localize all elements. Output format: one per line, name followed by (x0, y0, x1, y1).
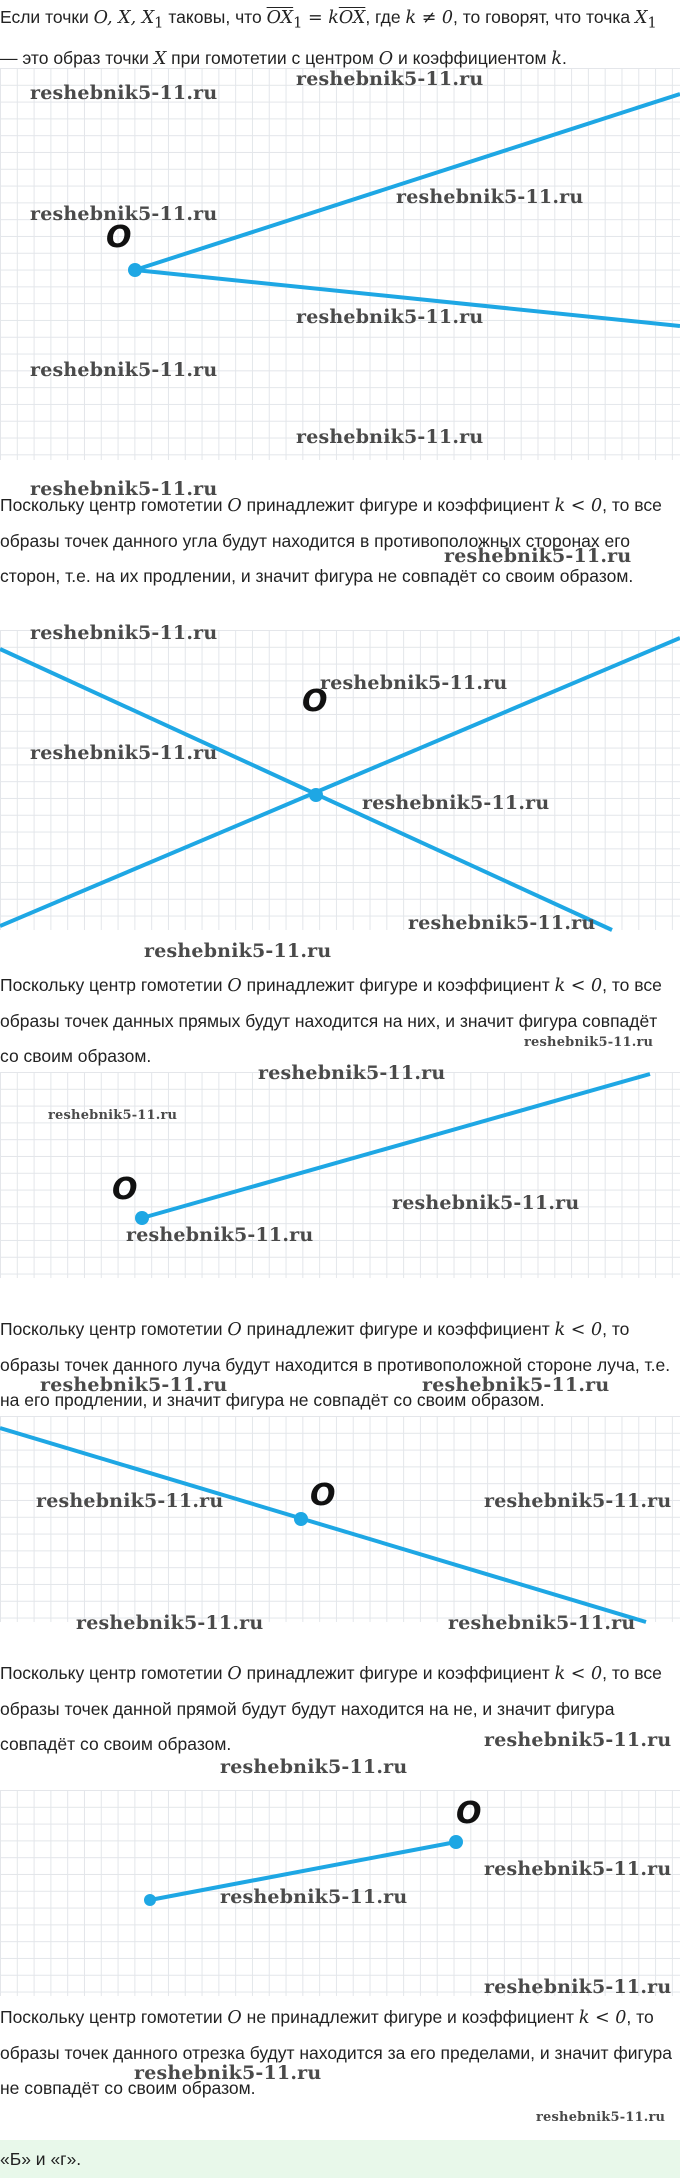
watermark: reshebnik5-11.ru (296, 426, 484, 448)
paragraph-ray (0, 1312, 678, 1418)
point-label-o: O (302, 684, 328, 719)
center-point (294, 1512, 308, 1526)
watermark: reshebnik5-11.ru (448, 1612, 636, 1634)
paragraph-condition: k < 0 (554, 496, 603, 516)
point-label-o: O (456, 1796, 482, 1831)
watermark: reshebnik5-11.ru (220, 1886, 408, 1908)
watermark: reshebnik5-11.ru (296, 68, 484, 90)
watermark: reshebnik5-11.ru (408, 912, 596, 934)
paragraph-text: Поскольку центр гомотетии (0, 1319, 223, 1339)
watermark: reshebnik5-11.ru (296, 306, 484, 328)
intro-text-4: , то говорят, что точка (452, 7, 631, 27)
intro-text-1: Если точки (0, 7, 89, 27)
intro-x1: X (634, 8, 648, 28)
watermark: reshebnik5-11.ru (40, 1374, 228, 1396)
watermark: reshebnik5-11.ru (134, 2062, 322, 2084)
segment-endpoint (449, 1835, 463, 1849)
paragraph-text: принадлежит фигуре и коэффициент (246, 1663, 550, 1683)
vector-ox1: $\overline{OX}$ (266, 8, 294, 28)
paragraph-text: , то образы точек данного отрезка будут находится за его пределами, и значит фигура не совпадёт со своим образом. (0, 2007, 672, 2098)
paragraph-text: принадлежит фигуре и коэффициент (246, 1319, 550, 1339)
watermark: reshebnik5-11.ru (392, 1192, 580, 1214)
watermark: reshebnik5-11.ru (484, 1490, 672, 1512)
watermark: reshebnik5-11.ru (362, 792, 550, 814)
watermark: reshebnik5-11.ru (36, 1490, 224, 1512)
watermark: reshebnik5-11.ru (30, 203, 218, 225)
paragraph-angle (0, 488, 678, 594)
point-label-o: O (106, 220, 132, 255)
paragraph-symbol: O (227, 1320, 242, 1340)
watermark: reshebnik5-11.ru (524, 1035, 654, 1050)
center-point (309, 788, 323, 802)
intro-coef: k (551, 48, 562, 69)
paragraph-segment (0, 2000, 678, 2106)
watermark: reshebnik5-11.ru (484, 1858, 672, 1880)
answer-box (0, 2140, 680, 2178)
center-point (135, 1211, 149, 1225)
watermark: reshebnik5-11.ru (48, 1108, 178, 1123)
intro-points: O, X, X (93, 8, 155, 28)
watermark: reshebnik5-11.ru (258, 1062, 446, 1084)
paragraph-symbol: O (227, 496, 242, 516)
intro-condition: k ≠ 0 (405, 8, 453, 28)
angle-drawing (0, 68, 680, 460)
vector-ox1-sub: 1 (293, 14, 303, 32)
paragraph-text: Поскольку центр гомотетии (0, 495, 223, 515)
paragraph-text: Поскольку центр гомотетии (0, 2007, 223, 2027)
intro-text-3: , где (365, 7, 401, 27)
watermark: reshebnik5-11.ru (30, 742, 218, 764)
vector-eq: = k (307, 8, 339, 28)
paragraph-condition: k < 0 (554, 1664, 603, 1684)
paragraph-condition: k < 0 (554, 976, 603, 996)
point-label-o: O (310, 1478, 336, 1513)
intro-text-7: и коэффициентом (397, 47, 547, 68)
intro-points-sub: 1 (154, 14, 164, 32)
vector-ox: $\overline{OX}$ (338, 8, 366, 28)
paragraph-symbol: O (227, 2008, 242, 2028)
watermark: reshebnik5-11.ru (484, 1729, 672, 1751)
intro-paragraph (0, 0, 678, 77)
watermark: reshebnik5-11.ru (30, 622, 218, 644)
intro-end: . (561, 47, 567, 68)
paragraph-text: , то все образы точек данных прямых будут находится на них, и значит фигура совпадёт со своим образом. (0, 975, 662, 1066)
intro-x: X (153, 48, 167, 69)
figure-angle (0, 68, 680, 460)
line-drawing (0, 1416, 680, 1622)
paragraph-text: , то все образы точек данного угла будут находится в противоположных сторонах его сторон, т.е. на их продлении, и значит фигура не совпадёт со своим образом. (0, 495, 662, 586)
watermark: reshebnik5-11.ru (484, 1976, 672, 1998)
figure-intersecting-lines (0, 622, 680, 934)
watermark: reshebnik5-11.ru (444, 545, 632, 567)
angle-side-upper (135, 94, 680, 270)
paragraph-lines (0, 968, 678, 1074)
vector-equation (266, 8, 366, 32)
intro-center: O (378, 48, 394, 69)
watermark: reshebnik5-11.ru (144, 940, 332, 962)
paragraph-symbol: O (227, 1664, 242, 1684)
figure-ray (0, 1062, 680, 1278)
watermark: reshebnik5-11.ru (126, 1224, 314, 1246)
ray-drawing (0, 1072, 680, 1278)
intro-x1-sub: 1 (647, 14, 657, 32)
segment-endpoint (144, 1894, 156, 1906)
watermark: reshebnik5-11.ru (396, 186, 584, 208)
paragraph-condition: k < 0 (578, 2008, 627, 2028)
straight-line (0, 1428, 646, 1622)
paragraph-text: не принадлежит фигуре и коэффициент (246, 2007, 574, 2027)
watermark: reshebnik5-11.ru (536, 2110, 666, 2125)
watermark: reshebnik5-11.ru (320, 672, 508, 694)
paragraph-symbol: O (227, 976, 242, 996)
paragraph-text: Поскольку центр гомотетии (0, 1663, 223, 1683)
intro-text-5: — это образ точки (0, 47, 149, 68)
point-label-o: O (112, 1172, 138, 1207)
paragraph-text: Поскольку центр гомотетии (0, 975, 223, 995)
paragraph-text: принадлежит фигуре и коэффициент (246, 975, 550, 995)
intro-text-2: таковы, что (168, 7, 262, 27)
paragraph-text: , то все образы точек данной прямой будут будут находится на не, и значит фигура совпадёт со своим образом. (0, 1663, 662, 1754)
watermark: reshebnik5-11.ru (30, 82, 218, 104)
answer-text: «Б» и «г». (0, 2149, 82, 2169)
paragraph-condition: k < 0 (554, 1320, 603, 1340)
watermark: reshebnik5-11.ru (422, 1374, 610, 1396)
intro-text-6: при гомотетии с центром (171, 47, 374, 68)
figure-line (0, 1416, 680, 1634)
figure-segment (0, 1790, 680, 1996)
watermark: reshebnik5-11.ru (220, 1756, 408, 1778)
center-point (128, 263, 142, 277)
paragraph-text: принадлежит фигуре и коэффициент (246, 495, 550, 515)
paragraph-text: , то образы точек данного луча будут находится в противоположной стороне луча, т.е. на его продлении, и значит фигура не совпадёт со своим образом. (0, 1319, 671, 1410)
watermark: reshebnik5-11.ru (30, 359, 218, 381)
watermark: reshebnik5-11.ru (76, 1612, 264, 1634)
watermark: reshebnik5-11.ru (30, 478, 218, 500)
